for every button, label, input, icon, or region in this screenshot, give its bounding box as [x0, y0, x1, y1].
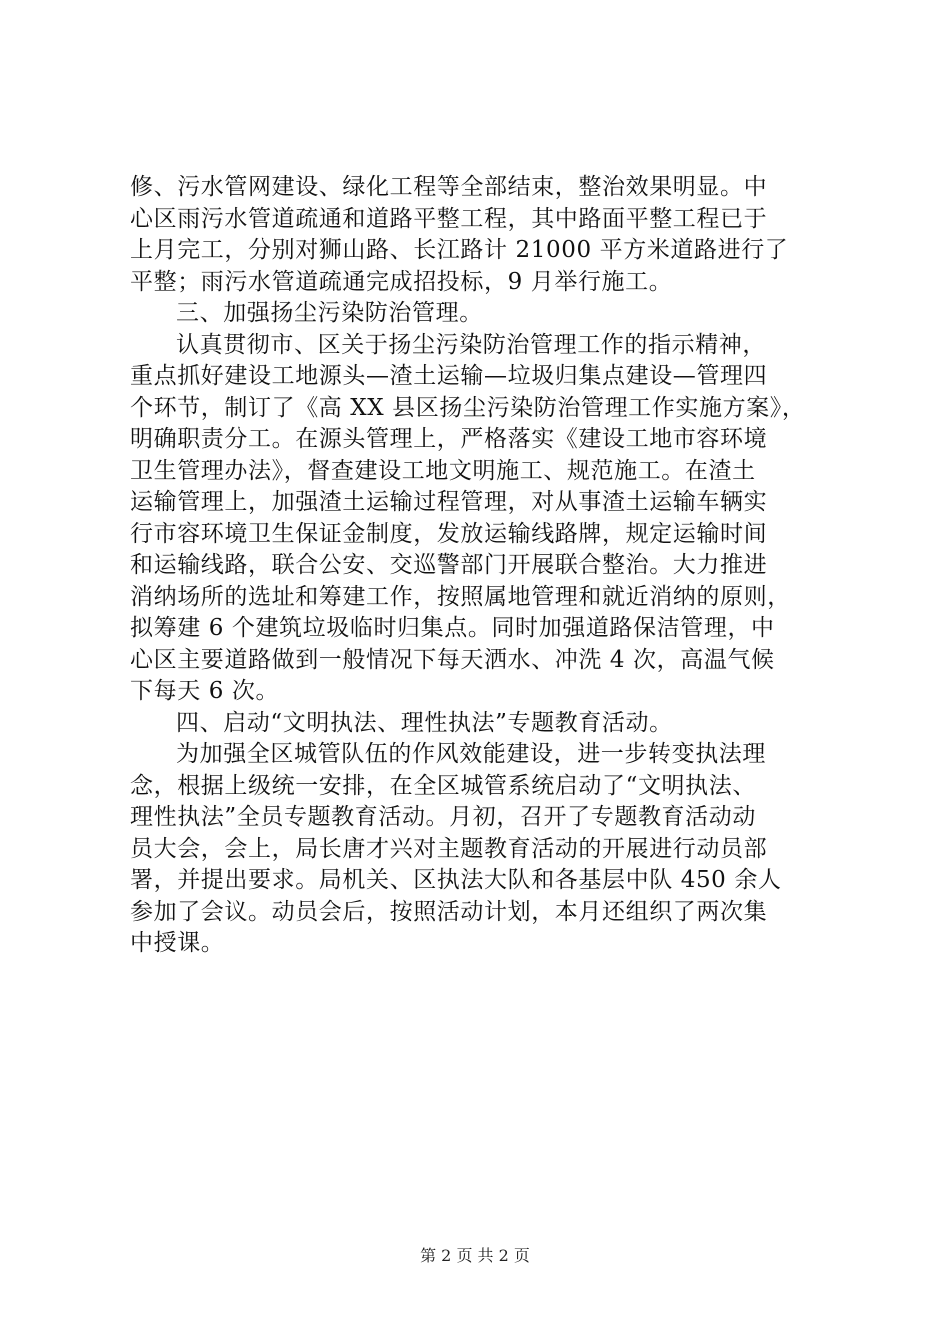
section-heading: 四、启动“文明执法、理性执法”专题教育活动。	[176, 709, 673, 736]
section-heading: 三、加强扬尘污染防治管理。	[176, 300, 483, 326]
text-line: 上月完工，分别对狮山路、长江路计 21000 平方米道路进行了	[130, 237, 789, 263]
text-line: 署，并提出要求。局机关、区执法大队和各基层中队 450 余人	[130, 867, 782, 893]
document-body	[130, 172, 832, 960]
text-line: 中授课。	[130, 930, 225, 956]
text-line: 下每天 6 次。	[130, 678, 280, 704]
text-line: 卫生管理办法》，督查建设工地文明施工、规范施工。在渣土	[130, 457, 756, 484]
text-line: 心区雨污水管道疏通和道路平整工程，其中路面平整工程已于	[130, 205, 768, 232]
text-line: 认真贯彻市、区关于扬尘污染防治管理工作的指示精神，	[176, 331, 766, 358]
text-line: 行市容环境卫生保证金制度，发放运输线路牌，规定运输时间	[130, 520, 768, 547]
page-number-footer: 第 2 页 共 2 页	[420, 1246, 530, 1265]
text-line: 平整；雨污水管道疏通完成招投标，9 月举行施工。	[130, 268, 673, 295]
text-line: 心区主要道路做到一般情况下每天洒水、冲洗 4 次，高温气候	[130, 646, 775, 673]
text-line: 员大会，会上，局长唐才兴对主题教育活动的开展进行动员部	[130, 835, 768, 862]
text-line: 消纳场所的选址和筹建工作，按照属地管理和就近消纳的原则，	[130, 583, 791, 610]
text-line: 念，根据上级统一安排，在全区城管系统启动了“文明执法、	[130, 772, 756, 799]
text-line: 个环节，制订了《高 XX 县区扬尘污染防治管理工作实施方案》，	[130, 394, 806, 421]
text-line: 和运输线路，联合公安、交巡警部门开展联合整治。大力推进	[130, 552, 768, 578]
text-line: 修、污水管网建设、绿化工程等全部结束，整治效果明显。中	[130, 174, 768, 200]
text-line: 运输管理上，加强渣土运输过程管理，对从事渣土运输车辆实	[130, 489, 768, 515]
text-line: 明确职责分工。在源头管理上，严格落实《建设工地市容环境	[130, 426, 768, 452]
text-line: 重点抓好建设工地源头—渣土运输—垃圾归集点建设—管理四	[130, 363, 768, 389]
text-line: 为加强全区城管队伍的作风效能建设，进一步转变执法理	[176, 741, 766, 767]
text-line: 参加了会议。动员会后，按照活动计划，本月还组织了两次集	[130, 898, 768, 925]
text-line: 拟筹建 6 个建筑垃圾临时归集点。同时加强道路保洁管理，中	[130, 615, 775, 641]
text-line: 理性执法”全员专题教育活动。月初，召开了专题教育活动动	[130, 804, 756, 830]
